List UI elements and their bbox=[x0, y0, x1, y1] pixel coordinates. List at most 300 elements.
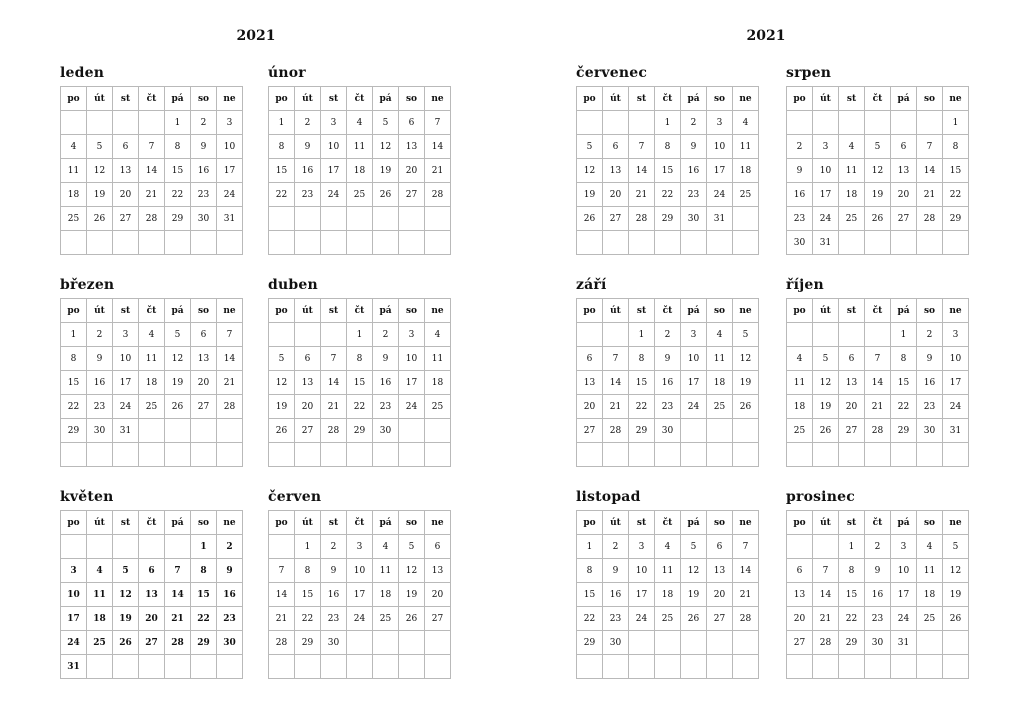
month-title: listopad bbox=[576, 489, 641, 505]
month-prosinec bbox=[786, 488, 964, 679]
day-cell: 8 bbox=[943, 135, 969, 159]
empty-cell bbox=[269, 535, 295, 559]
day-cell: 20 bbox=[707, 583, 733, 607]
day-cell: 27 bbox=[603, 207, 629, 231]
week-row bbox=[577, 111, 759, 135]
day-cell: 11 bbox=[61, 159, 87, 183]
day-cell: 22 bbox=[295, 607, 321, 631]
day-cell: 28 bbox=[733, 607, 759, 631]
day-cell: 14 bbox=[269, 583, 295, 607]
day-cell: 24 bbox=[399, 395, 425, 419]
day-cell: 24 bbox=[629, 607, 655, 631]
empty-cell bbox=[217, 231, 243, 255]
week-row bbox=[61, 323, 243, 347]
empty-cell bbox=[425, 231, 451, 255]
empty-cell bbox=[399, 655, 425, 679]
weekday-label: so bbox=[707, 87, 733, 111]
empty-cell bbox=[707, 631, 733, 655]
empty-cell bbox=[373, 631, 399, 655]
day-cell: 13 bbox=[139, 583, 165, 607]
day-cell: 30 bbox=[87, 419, 113, 443]
day-cell: 4 bbox=[917, 535, 943, 559]
day-cell: 21 bbox=[217, 371, 243, 395]
weekday-label: út bbox=[87, 87, 113, 111]
day-cell: 13 bbox=[603, 159, 629, 183]
weekday-label: po bbox=[269, 511, 295, 535]
day-cell: 11 bbox=[655, 559, 681, 583]
day-cell: 31 bbox=[217, 207, 243, 231]
day-cell: 8 bbox=[655, 135, 681, 159]
weekday-label: so bbox=[191, 87, 217, 111]
empty-cell bbox=[787, 111, 813, 135]
empty-cell bbox=[217, 419, 243, 443]
week-row bbox=[787, 323, 969, 347]
week-row bbox=[787, 135, 969, 159]
day-cell: 14 bbox=[425, 135, 451, 159]
day-cell: 9 bbox=[87, 347, 113, 371]
empty-cell bbox=[707, 419, 733, 443]
day-cell: 17 bbox=[891, 583, 917, 607]
day-cell: 7 bbox=[139, 135, 165, 159]
day-cell: 23 bbox=[865, 607, 891, 631]
day-cell: 7 bbox=[165, 559, 191, 583]
day-cell: 21 bbox=[813, 607, 839, 631]
day-cell: 6 bbox=[839, 347, 865, 371]
weekday-label: po bbox=[787, 299, 813, 323]
empty-cell bbox=[707, 655, 733, 679]
empty-cell bbox=[891, 111, 917, 135]
day-cell: 18 bbox=[839, 183, 865, 207]
day-cell: 3 bbox=[681, 323, 707, 347]
day-cell: 11 bbox=[917, 559, 943, 583]
weekday-header-row bbox=[269, 87, 451, 111]
day-cell: 5 bbox=[865, 135, 891, 159]
weekday-label: po bbox=[577, 299, 603, 323]
day-cell: 28 bbox=[269, 631, 295, 655]
day-cell: 3 bbox=[347, 535, 373, 559]
day-cell: 25 bbox=[139, 395, 165, 419]
month-title: prosinec bbox=[786, 489, 855, 505]
day-cell: 6 bbox=[191, 323, 217, 347]
day-cell: 25 bbox=[373, 607, 399, 631]
year-right: 2021 bbox=[746, 28, 786, 44]
weekday-label: po bbox=[61, 299, 87, 323]
day-cell: 1 bbox=[269, 111, 295, 135]
day-cell: 2 bbox=[295, 111, 321, 135]
day-cell: 10 bbox=[321, 135, 347, 159]
empty-cell bbox=[399, 207, 425, 231]
empty-cell bbox=[839, 111, 865, 135]
day-cell: 8 bbox=[629, 347, 655, 371]
empty-cell bbox=[295, 207, 321, 231]
day-cell: 8 bbox=[269, 135, 295, 159]
day-cell: 15 bbox=[295, 583, 321, 607]
day-cell: 21 bbox=[733, 583, 759, 607]
day-cell: 29 bbox=[61, 419, 87, 443]
day-cell: 18 bbox=[139, 371, 165, 395]
day-cell: 21 bbox=[321, 395, 347, 419]
month-duben bbox=[268, 276, 446, 467]
week-row bbox=[269, 559, 451, 583]
day-cell: 9 bbox=[681, 135, 707, 159]
week-row bbox=[61, 607, 243, 631]
month-title: duben bbox=[268, 277, 318, 293]
day-cell: 17 bbox=[813, 183, 839, 207]
day-cell: 7 bbox=[917, 135, 943, 159]
weekday-label: út bbox=[603, 299, 629, 323]
empty-cell bbox=[61, 231, 87, 255]
empty-cell bbox=[865, 323, 891, 347]
empty-cell bbox=[943, 231, 969, 255]
day-cell: 4 bbox=[787, 347, 813, 371]
empty-cell bbox=[61, 443, 87, 467]
empty-cell bbox=[165, 231, 191, 255]
day-cell: 27 bbox=[425, 607, 451, 631]
day-cell: 29 bbox=[839, 631, 865, 655]
empty-cell bbox=[347, 207, 373, 231]
day-cell: 9 bbox=[217, 559, 243, 583]
empty-cell bbox=[347, 443, 373, 467]
empty-cell bbox=[113, 535, 139, 559]
week-row bbox=[577, 207, 759, 231]
week-row bbox=[577, 135, 759, 159]
day-cell: 22 bbox=[269, 183, 295, 207]
day-cell: 20 bbox=[787, 607, 813, 631]
empty-cell bbox=[577, 443, 603, 467]
day-cell: 11 bbox=[347, 135, 373, 159]
empty-cell bbox=[865, 231, 891, 255]
empty-cell bbox=[165, 419, 191, 443]
week-row bbox=[61, 419, 243, 443]
day-cell: 3 bbox=[707, 111, 733, 135]
empty-cell bbox=[269, 655, 295, 679]
day-cell: 24 bbox=[707, 183, 733, 207]
empty-cell bbox=[603, 111, 629, 135]
day-cell: 7 bbox=[269, 559, 295, 583]
day-cell: 7 bbox=[629, 135, 655, 159]
weekday-label: pá bbox=[373, 511, 399, 535]
empty-cell bbox=[191, 443, 217, 467]
day-cell: 10 bbox=[681, 347, 707, 371]
day-cell: 5 bbox=[373, 111, 399, 135]
day-cell: 17 bbox=[321, 159, 347, 183]
day-cell: 18 bbox=[347, 159, 373, 183]
day-cell: 16 bbox=[603, 583, 629, 607]
weekday-label: čt bbox=[655, 511, 681, 535]
day-cell: 30 bbox=[865, 631, 891, 655]
day-cell: 2 bbox=[373, 323, 399, 347]
weekday-label: čt bbox=[347, 87, 373, 111]
empty-cell bbox=[577, 111, 603, 135]
empty-cell bbox=[891, 655, 917, 679]
day-cell: 24 bbox=[681, 395, 707, 419]
day-cell: 26 bbox=[577, 207, 603, 231]
weekday-label: pá bbox=[373, 87, 399, 111]
day-cell: 1 bbox=[191, 535, 217, 559]
weekday-label: st bbox=[839, 299, 865, 323]
day-cell: 23 bbox=[295, 183, 321, 207]
day-cell: 20 bbox=[191, 371, 217, 395]
day-cell: 5 bbox=[681, 535, 707, 559]
month-červen bbox=[268, 488, 446, 679]
day-cell: 1 bbox=[943, 111, 969, 135]
day-cell: 24 bbox=[321, 183, 347, 207]
empty-cell bbox=[787, 655, 813, 679]
empty-cell bbox=[603, 443, 629, 467]
day-cell: 12 bbox=[813, 371, 839, 395]
empty-cell bbox=[373, 655, 399, 679]
empty-cell bbox=[813, 111, 839, 135]
weekday-label: po bbox=[577, 511, 603, 535]
empty-cell bbox=[347, 631, 373, 655]
empty-cell bbox=[269, 231, 295, 255]
week-row bbox=[787, 207, 969, 231]
day-cell: 28 bbox=[813, 631, 839, 655]
week-row bbox=[787, 655, 969, 679]
day-cell: 26 bbox=[165, 395, 191, 419]
weekday-label: čt bbox=[139, 511, 165, 535]
day-cell: 12 bbox=[577, 159, 603, 183]
month-listopad bbox=[576, 488, 754, 679]
weekday-header-row bbox=[61, 511, 243, 535]
week-row bbox=[61, 655, 243, 679]
empty-cell bbox=[139, 419, 165, 443]
day-cell: 12 bbox=[269, 371, 295, 395]
day-cell: 29 bbox=[629, 419, 655, 443]
weekday-label: so bbox=[191, 299, 217, 323]
day-cell: 22 bbox=[61, 395, 87, 419]
day-cell: 7 bbox=[603, 347, 629, 371]
day-cell: 17 bbox=[113, 371, 139, 395]
week-row bbox=[577, 159, 759, 183]
day-cell: 22 bbox=[629, 395, 655, 419]
empty-cell bbox=[629, 231, 655, 255]
day-cell: 24 bbox=[891, 607, 917, 631]
day-cell: 29 bbox=[943, 207, 969, 231]
empty-cell bbox=[191, 419, 217, 443]
day-cell: 10 bbox=[943, 347, 969, 371]
day-cell: 26 bbox=[399, 607, 425, 631]
day-cell: 24 bbox=[113, 395, 139, 419]
weekday-label: út bbox=[603, 511, 629, 535]
day-cell: 25 bbox=[425, 395, 451, 419]
day-cell: 31 bbox=[943, 419, 969, 443]
day-cell: 26 bbox=[269, 419, 295, 443]
empty-cell bbox=[655, 631, 681, 655]
empty-cell bbox=[943, 631, 969, 655]
empty-cell bbox=[139, 535, 165, 559]
day-cell: 31 bbox=[61, 655, 87, 679]
day-cell: 18 bbox=[655, 583, 681, 607]
day-cell: 25 bbox=[347, 183, 373, 207]
day-cell: 16 bbox=[865, 583, 891, 607]
empty-cell bbox=[577, 231, 603, 255]
weekday-header-row bbox=[577, 87, 759, 111]
day-cell: 30 bbox=[217, 631, 243, 655]
empty-cell bbox=[295, 655, 321, 679]
day-cell: 2 bbox=[87, 323, 113, 347]
day-cell: 25 bbox=[787, 419, 813, 443]
day-cell: 1 bbox=[655, 111, 681, 135]
empty-cell bbox=[425, 419, 451, 443]
day-cell: 13 bbox=[839, 371, 865, 395]
weekday-label: po bbox=[269, 87, 295, 111]
day-cell: 16 bbox=[655, 371, 681, 395]
day-cell: 28 bbox=[917, 207, 943, 231]
day-cell: 10 bbox=[813, 159, 839, 183]
day-cell: 9 bbox=[917, 347, 943, 371]
week-row bbox=[269, 419, 451, 443]
week-row bbox=[787, 111, 969, 135]
week-row bbox=[269, 207, 451, 231]
month-title: leden bbox=[60, 65, 105, 81]
day-cell: 20 bbox=[603, 183, 629, 207]
week-row bbox=[269, 159, 451, 183]
day-cell: 2 bbox=[191, 111, 217, 135]
empty-cell bbox=[295, 443, 321, 467]
day-cell: 9 bbox=[295, 135, 321, 159]
day-cell: 7 bbox=[425, 111, 451, 135]
empty-cell bbox=[577, 323, 603, 347]
weekday-label: st bbox=[113, 299, 139, 323]
day-cell: 7 bbox=[733, 535, 759, 559]
empty-cell bbox=[399, 631, 425, 655]
day-cell: 7 bbox=[217, 323, 243, 347]
day-cell: 21 bbox=[165, 607, 191, 631]
month-srpen bbox=[786, 64, 964, 255]
day-cell: 12 bbox=[373, 135, 399, 159]
day-cell: 6 bbox=[707, 535, 733, 559]
day-cell: 6 bbox=[295, 347, 321, 371]
day-cell: 27 bbox=[787, 631, 813, 655]
day-cell: 2 bbox=[787, 135, 813, 159]
week-row bbox=[61, 207, 243, 231]
weekday-header-row bbox=[269, 299, 451, 323]
day-cell: 13 bbox=[191, 347, 217, 371]
week-row bbox=[787, 183, 969, 207]
empty-cell bbox=[733, 631, 759, 655]
day-cell: 21 bbox=[425, 159, 451, 183]
empty-cell bbox=[61, 111, 87, 135]
weekday-label: út bbox=[295, 87, 321, 111]
empty-cell bbox=[629, 111, 655, 135]
day-cell: 18 bbox=[707, 371, 733, 395]
day-cell: 18 bbox=[425, 371, 451, 395]
month-title: březen bbox=[60, 277, 115, 293]
day-cell: 1 bbox=[577, 535, 603, 559]
empty-cell bbox=[603, 323, 629, 347]
day-cell: 2 bbox=[681, 111, 707, 135]
day-cell: 31 bbox=[707, 207, 733, 231]
day-cell: 1 bbox=[839, 535, 865, 559]
day-cell: 17 bbox=[347, 583, 373, 607]
day-cell: 15 bbox=[191, 583, 217, 607]
weekday-label: ne bbox=[217, 299, 243, 323]
day-cell: 8 bbox=[191, 559, 217, 583]
day-cell: 30 bbox=[603, 631, 629, 655]
day-cell: 8 bbox=[839, 559, 865, 583]
weekday-label: st bbox=[629, 87, 655, 111]
day-cell: 22 bbox=[347, 395, 373, 419]
empty-cell bbox=[865, 655, 891, 679]
day-cell: 22 bbox=[891, 395, 917, 419]
day-cell: 25 bbox=[707, 395, 733, 419]
day-cell: 4 bbox=[425, 323, 451, 347]
day-cell: 12 bbox=[865, 159, 891, 183]
day-cell: 15 bbox=[577, 583, 603, 607]
day-cell: 22 bbox=[165, 183, 191, 207]
day-cell: 26 bbox=[733, 395, 759, 419]
month-květen bbox=[60, 488, 238, 679]
empty-cell bbox=[113, 111, 139, 135]
empty-cell bbox=[87, 655, 113, 679]
day-cell: 18 bbox=[87, 607, 113, 631]
day-cell: 18 bbox=[917, 583, 943, 607]
day-cell: 11 bbox=[787, 371, 813, 395]
weekday-label: út bbox=[813, 511, 839, 535]
empty-cell bbox=[61, 535, 87, 559]
day-cell: 24 bbox=[813, 207, 839, 231]
empty-cell bbox=[87, 231, 113, 255]
week-row bbox=[269, 323, 451, 347]
day-cell: 16 bbox=[917, 371, 943, 395]
day-cell: 19 bbox=[399, 583, 425, 607]
weekday-label: pá bbox=[681, 299, 707, 323]
day-cell: 13 bbox=[787, 583, 813, 607]
month-grid bbox=[786, 86, 969, 255]
day-cell: 19 bbox=[87, 183, 113, 207]
day-cell: 28 bbox=[425, 183, 451, 207]
day-cell: 5 bbox=[733, 323, 759, 347]
day-cell: 28 bbox=[603, 419, 629, 443]
day-cell: 29 bbox=[347, 419, 373, 443]
day-cell: 15 bbox=[655, 159, 681, 183]
day-cell: 19 bbox=[113, 607, 139, 631]
day-cell: 11 bbox=[425, 347, 451, 371]
empty-cell bbox=[113, 443, 139, 467]
day-cell: 17 bbox=[61, 607, 87, 631]
empty-cell bbox=[839, 323, 865, 347]
weekday-label: ne bbox=[733, 511, 759, 535]
day-cell: 25 bbox=[655, 607, 681, 631]
day-cell: 16 bbox=[87, 371, 113, 395]
day-cell: 12 bbox=[399, 559, 425, 583]
month-title: únor bbox=[268, 65, 306, 81]
empty-cell bbox=[655, 231, 681, 255]
weekday-label: ne bbox=[217, 511, 243, 535]
day-cell: 5 bbox=[165, 323, 191, 347]
day-cell: 6 bbox=[787, 559, 813, 583]
day-cell: 26 bbox=[943, 607, 969, 631]
empty-cell bbox=[113, 655, 139, 679]
empty-cell bbox=[269, 443, 295, 467]
empty-cell bbox=[399, 419, 425, 443]
empty-cell bbox=[295, 323, 321, 347]
day-cell: 18 bbox=[787, 395, 813, 419]
day-cell: 3 bbox=[813, 135, 839, 159]
day-cell: 8 bbox=[295, 559, 321, 583]
week-row bbox=[787, 535, 969, 559]
weekday-label: út bbox=[295, 511, 321, 535]
day-cell: 14 bbox=[865, 371, 891, 395]
empty-cell bbox=[917, 631, 943, 655]
day-cell: 14 bbox=[165, 583, 191, 607]
empty-cell bbox=[321, 323, 347, 347]
day-cell: 16 bbox=[787, 183, 813, 207]
weekday-label: so bbox=[917, 299, 943, 323]
day-cell: 9 bbox=[655, 347, 681, 371]
month-grid bbox=[786, 510, 969, 679]
